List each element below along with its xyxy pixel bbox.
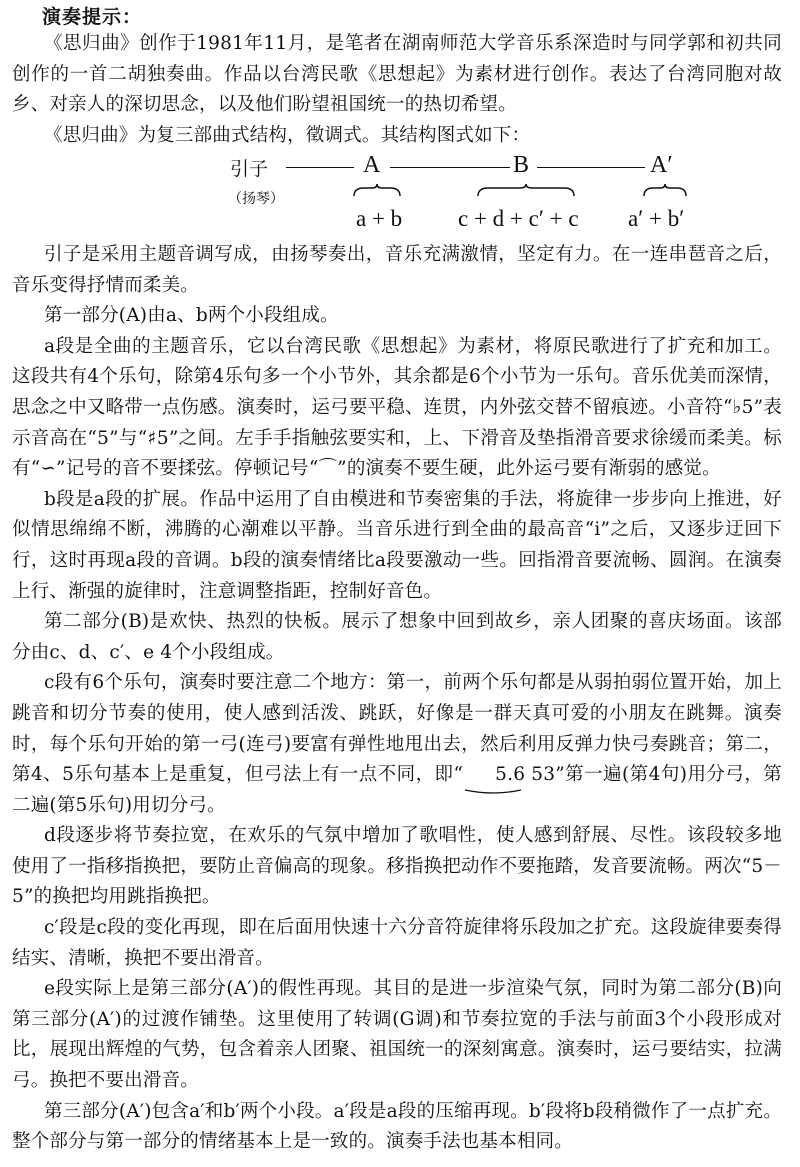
body-text: c段有6个乐句，演奏时要注意二个地方：第一，前两个乐句都是从弱拍弱位置开始，加上跳音和切分节奏的使用，使人感到活泼、跳跃，好像是一群天真可爱的小朋友在跳舞。演奏时，每个乐句开始的第一弓(连弓)要富有弹性地甩出去，然后利用反弹力快弓奏跳音；第二，第4、5乐句基本上是重复，但弓法上有一点不同，即“ — [12, 672, 782, 786]
subsections-b: c + d + c′ + c — [458, 206, 579, 231]
connector-line — [537, 167, 645, 168]
section-a-prime-label: A′ — [650, 152, 673, 178]
body-paragraph: 第一部分(A)由a、b两个小段组成。 — [44, 305, 339, 327]
intro-paragraph: 《思归曲》创作于1981年11月，是笔者在湖南师范大学音乐系深造时与同学郭和初共同创作的一首二胡独奏曲。作品以台湾民歌《思想起》为素材进行创作。表达了台湾同胞对故乡、对亲人的深切思念，以及他们盼望祖国统一的热切希望。 — [12, 33, 782, 116]
body-text: ”第一遍(第4句)用分弓，第二遍(第5乐句)用切分弓。 — [12, 764, 782, 816]
notation-phrase — [463, 760, 555, 791]
intro-instrument: （扬琴） — [228, 191, 284, 207]
body-paragraph: 第三部分(A′)包含a′和b′两个小段。a′段是a段的压缩再现。b′段将b段稍微作了一点扩充。整个部分与第一部分的情绪基本上是一致的。演奏手法也基本相同。 — [12, 1100, 782, 1153]
connector-line — [390, 167, 510, 168]
notation-text: 5.6 53 — [495, 764, 556, 786]
body-paragraph: 引子是采用主题音调写成，由扬琴奏出，音乐充满激情，坚定有力。在一连串琶音之后，音乐变得抒情而柔美。 — [12, 244, 782, 296]
connector-line — [286, 167, 354, 168]
brace-a-prime — [642, 184, 688, 198]
intro-label: 引子 — [230, 158, 269, 180]
section-b-label: B — [513, 152, 530, 178]
body-block — [12, 240, 782, 1158]
brace-a — [352, 184, 402, 198]
body-paragraph: 第二部分(B)是欢快、热烈的快板。展示了想象中回到故乡，亲人团聚的喜庆场面。该部分由c、d、c′、e 4个小段组成。 — [12, 611, 782, 663]
body-paragraph: e段实际上是第三部分(A′)的假性再现。其目的是进一步渲染气氛，同时为第二部分(B)向第三部分(A′)的过渡作铺垫。这里使用了转调(G调)和节奏拉宽的手法与前面3个小段形成对比，展现出辉煌的气势，包含着亲人团聚、祖国统一的深刻寓意。演奏时，运弓要结实，拉满弓。换把不要出滑音。 — [12, 978, 782, 1092]
body-paragraph — [12, 668, 782, 821]
intro-block — [12, 29, 782, 151]
page-heading: 演奏提示： — [42, 6, 143, 28]
body-paragraph: c′段是c段的变化再现，即在后面用快速十六分音符旋律将乐段加之扩充。这段旋律要奏得结实、清晰，换把不要出滑音。 — [12, 917, 782, 969]
subsections-a-prime: a′ + b′ — [628, 206, 685, 231]
intro-paragraph: 《思归曲》为复三部曲式结构，徵调式。其结构图式如下： — [44, 124, 531, 146]
section-a-label: A — [363, 152, 381, 178]
notation-slur — [463, 789, 523, 795]
body-paragraph: d段逐步将节奏拉宽，在欢乐的气氛中增加了歌唱性，使人感到舒展、尽性。该段较多地使用了一指移指换把，要防止音偏高的现象。移指换把动作不要拖踏，发音要流畅。两次“5－5”的换把均用跳指换把。 — [12, 825, 782, 908]
body-paragraph: a段是全曲的主题音乐，它以台湾民歌《思想起》为素材，将原民歌进行了扩充和加工。这段共有4个乐句，除第4乐句多一个小节外，其余都是6个小节为一乐句。音乐优美而深情，思念之中又略带一点伤感。演奏时，运弓要平稳、连贯，内外弦交替不留痕迹。小音符“♭5”表示音高在“5”与“♯5”之间。左手手指触弦要实和，上、下滑音及垫指滑音要求徐缓而柔美。标有“∽”记号的音不要揉弦。停顿记号“⌒”的演奏不要生硬，此外运弓要有渐弱的感觉。 — [12, 335, 782, 480]
body-paragraph: b段是a段的扩展。作品中运用了自由模进和节奏密集的手法，将旋律一步步向上推进，好似情思绵绵不断，沸腾的心潮难以平静。当音乐进行到全曲的最高音“i”之后，又逐步迂回下行，这时再现a段的音调。b段的演奏情绪比a段要激动一些。回指滑音要流畅、圆润。在演奏上行、渐强的旋律时，注意调整指距，控制好音色。 — [12, 488, 782, 602]
brace-b — [476, 184, 576, 198]
structure-diagram — [230, 148, 710, 243]
subsections-a: a + b — [356, 206, 403, 231]
